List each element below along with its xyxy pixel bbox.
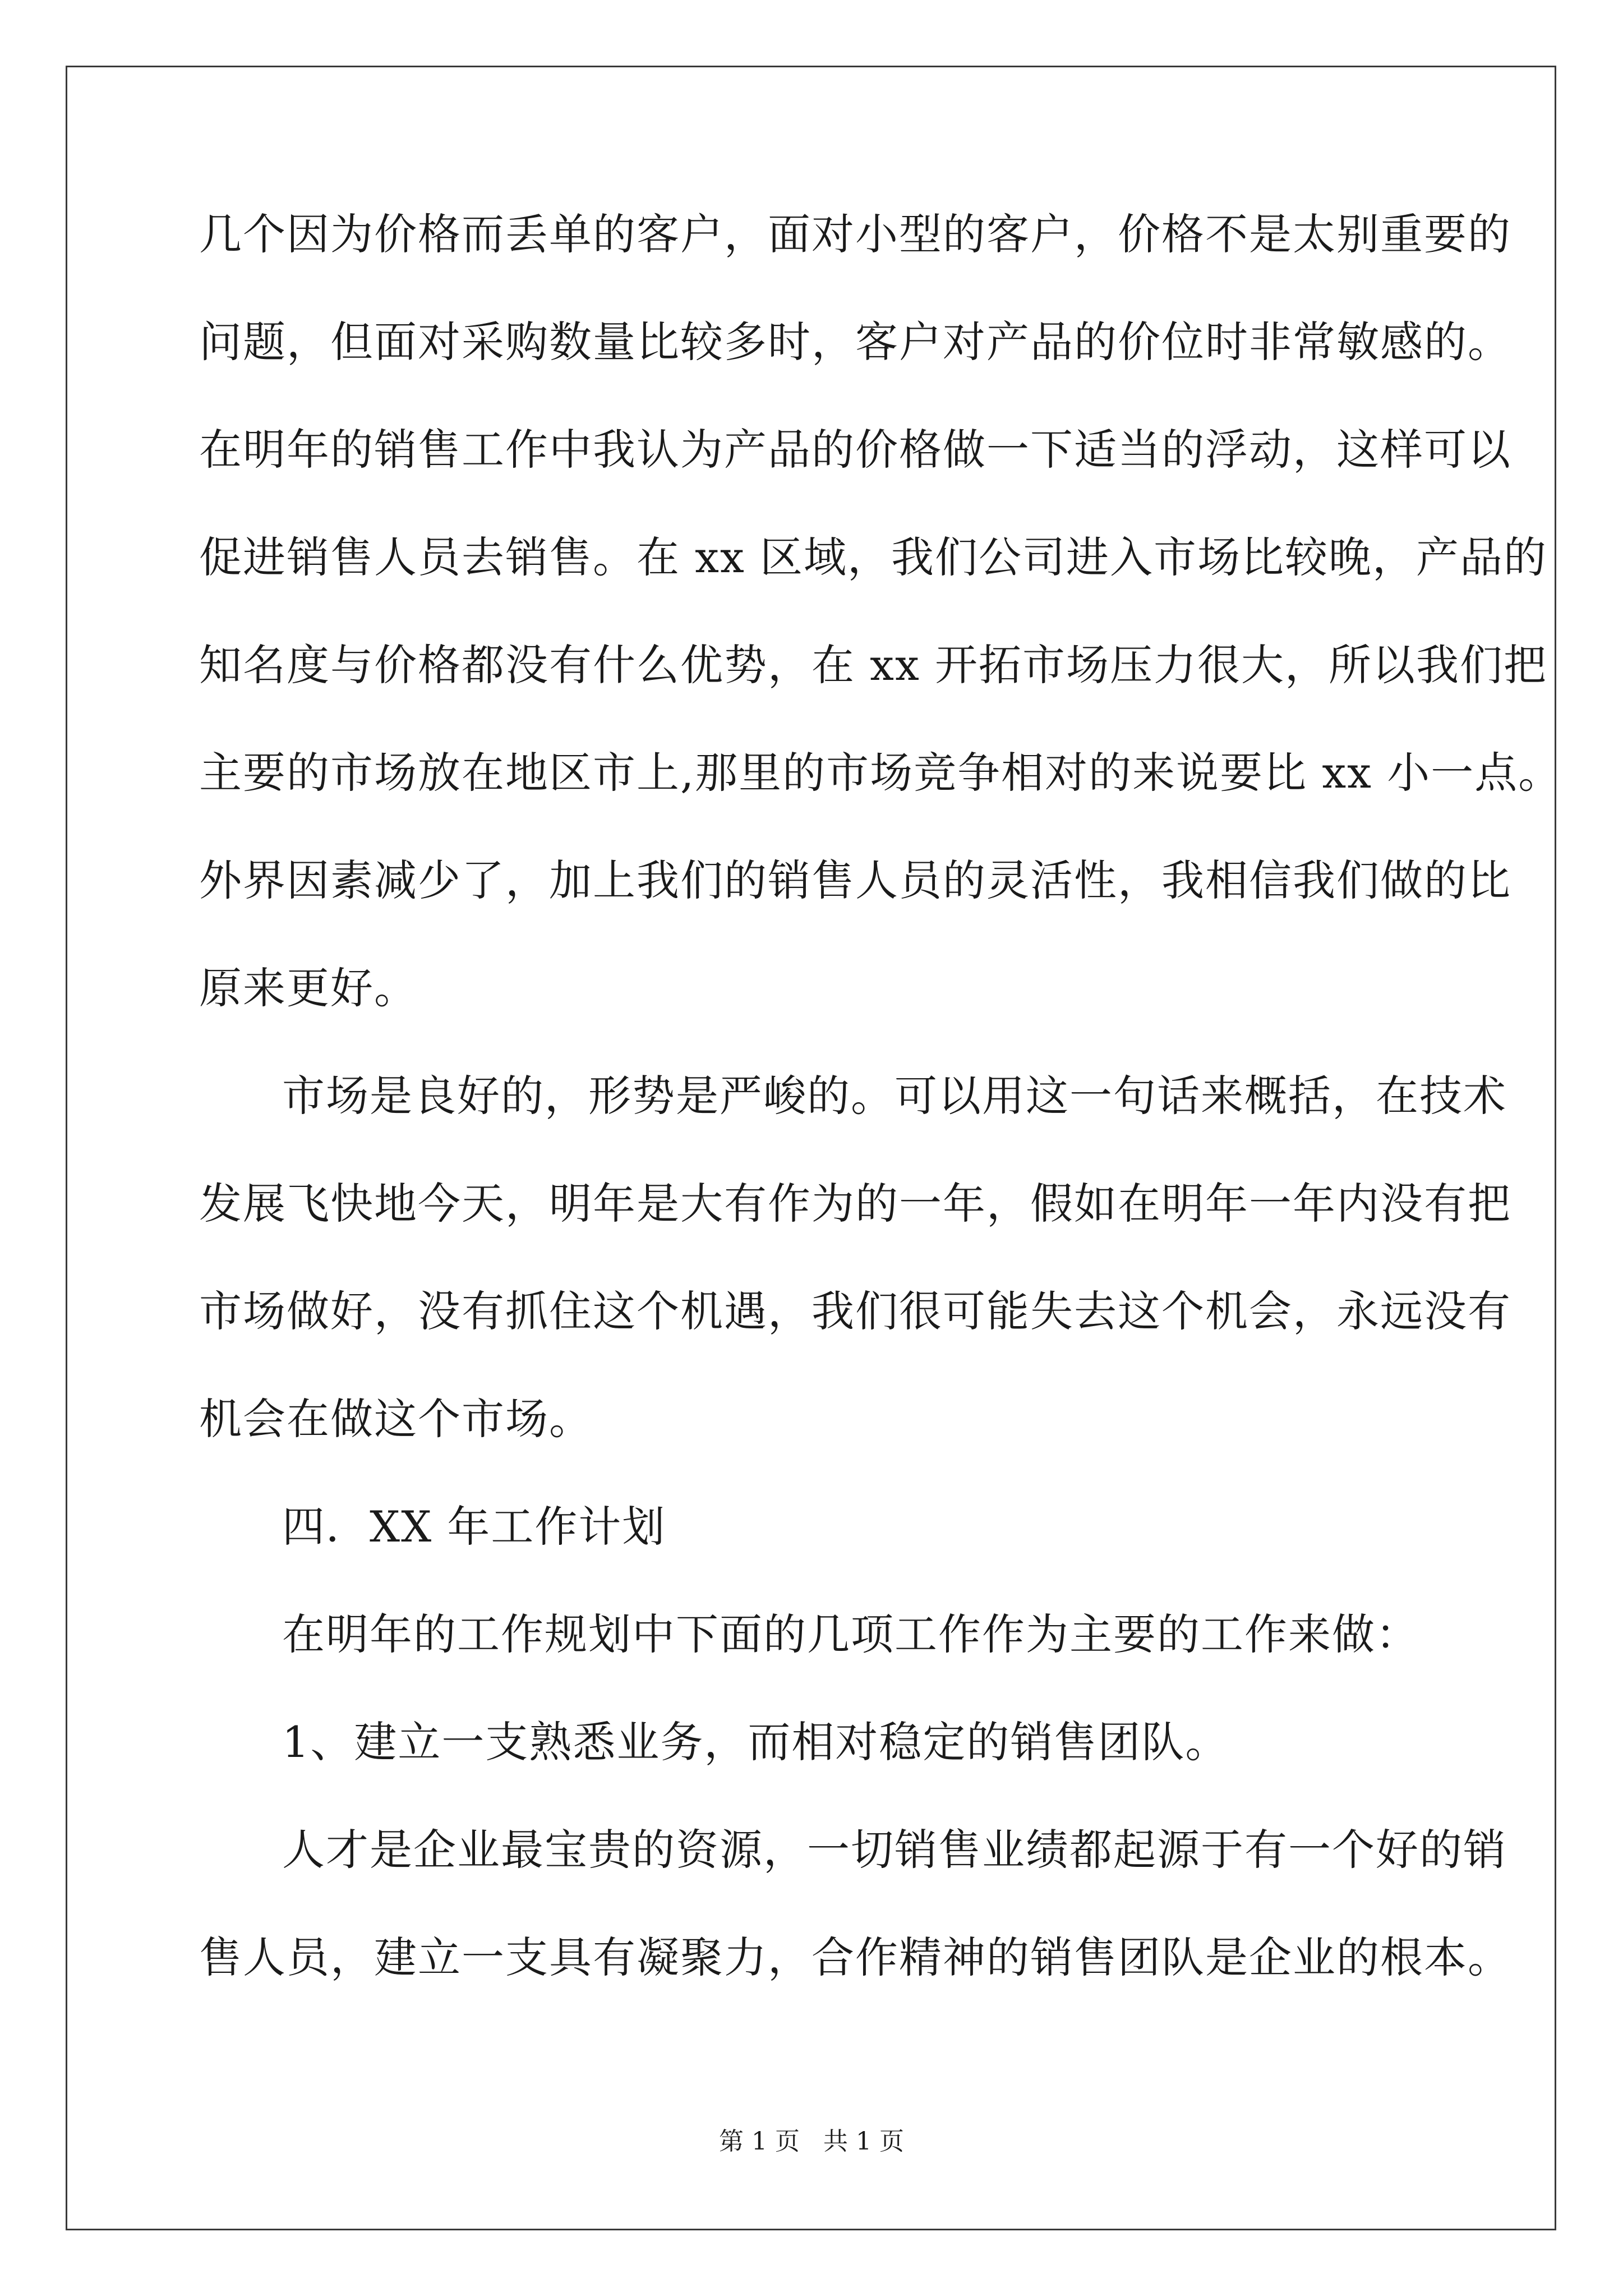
text-line: 促进销售人员去销售。在 xx 区域，我们公司进入市场比较晚，产品的 (199, 532, 1548, 582)
text-line: 售人员，建立一支具有凝聚力，合作精神的销售团队是企业的根本。 (199, 1932, 1511, 1982)
text-line: 市场做好，没有抓住这个机遇，我们很可能失去这个机会，永远没有 (199, 1286, 1511, 1336)
text-line: 主要的市场放在地区市上,那里的市场竞争相对的来说要比 xx 小一点。 (199, 748, 1562, 798)
list-item: 1、建立一支熟悉业务，而相对稳定的销售团队。 (282, 1717, 1229, 1767)
text-line: 外界因素减少了，加上我们的销售人员的灵活性，我相信我们做的比 (199, 855, 1511, 905)
text-line: 发展飞快地今天，明年是大有作为的一年，假如在明年一年内没有把 (199, 1179, 1511, 1228)
text-line: 问题，但面对采购数量比较多时，客户对产品的价位时非常敏感的。 (199, 317, 1511, 367)
page-border (66, 66, 1556, 2230)
page-footer: 第 1 页 共 1 页 (719, 2127, 904, 2156)
text-line: 几个因为价格而丢单的客户，面对小型的客户，价格不是太别重要的 (199, 209, 1511, 259)
text-line: 人才是企业最宝贵的资源，一切销售业绩都起源于有一个好的销 (282, 1825, 1507, 1875)
section-heading: 四．XX 年工作计划 (282, 1502, 666, 1552)
text-line: 机会在做这个市场。 (199, 1394, 593, 1444)
text-line: 市场是良好的，形势是严峻的。可以用这一句话来概括，在技术 (282, 1071, 1507, 1121)
text-line: 原来更好。 (199, 963, 418, 1013)
text-line: 在明年的销售工作中我认为产品的价格做一下适当的浮动，这样可以 (199, 425, 1511, 475)
text-line: 知名度与价格都没有什么优势，在 xx 开拓市场压力很大，所以我们把 (199, 640, 1548, 690)
text-line: 在明年的工作规划中下面的几项工作作为主要的工作来做： (282, 1609, 1419, 1659)
